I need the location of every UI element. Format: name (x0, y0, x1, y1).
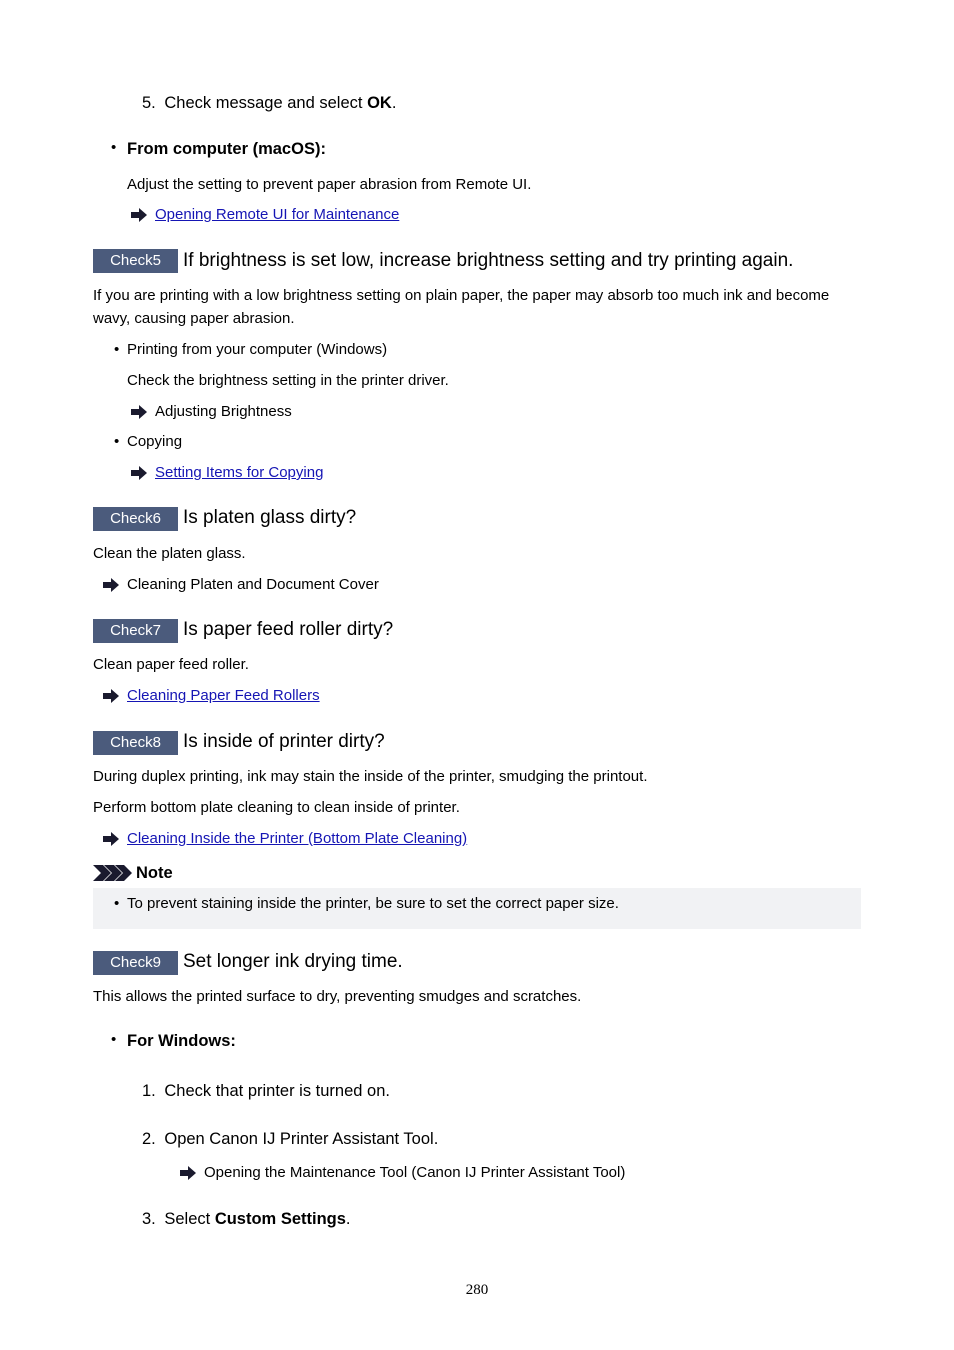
check8-badge: Check8 (93, 731, 178, 755)
bullet: • (114, 895, 120, 912)
check7-title: Is paper feed roller dirty? (183, 619, 394, 640)
remote-ui-link[interactable]: Opening Remote UI for Maintenance (155, 206, 400, 223)
bullet: • (111, 1031, 117, 1048)
note-chevrons-icon (93, 865, 133, 881)
arrow-right-icon (131, 208, 147, 222)
check5-item1-desc: Check the brightness setting in the printer driver. (127, 372, 449, 389)
check6-title: Is platen glass dirty? (183, 507, 357, 528)
step-text: Check message and select (164, 94, 368, 112)
arrow-right-icon (103, 689, 119, 703)
step-number: 2. (142, 1130, 156, 1148)
check9-badge: Check9 (93, 951, 178, 975)
setting-items-copying-link[interactable]: Setting Items for Copying (155, 464, 324, 481)
step-text: Open Canon IJ Printer Assistant Tool. (164, 1130, 439, 1148)
arrow-right-icon (103, 832, 119, 846)
check5-para-line1: If you are printing with a low brightness setting on plain paper, the paper may absorb too much ink and become (93, 287, 830, 304)
cleaning-feed-rollers-link[interactable]: Cleaning Paper Feed Rollers (127, 687, 320, 704)
check5-badge: Check5 (93, 249, 178, 273)
note-text: To prevent staining inside the printer, be sure to set the correct paper size. (127, 895, 619, 912)
step-3 (142, 1209, 351, 1229)
ok-label: OK (367, 94, 392, 112)
check5-title: If brightness is set low, increase brightness setting and try printing again. (183, 250, 794, 271)
check9-title: Set longer ink drying time. (183, 951, 403, 972)
check5-para-line2: wavy, causing paper abrasion. (93, 310, 295, 327)
cleaning-platen-ref: Cleaning Platen and Document Cover (127, 576, 379, 593)
macos-desc: Adjust the setting to prevent paper abrasion from Remote UI. (127, 176, 532, 193)
note-label: Note (136, 864, 173, 882)
step-end: . (391, 94, 397, 112)
step-5 (142, 93, 396, 113)
page-number: 280 (465, 1282, 489, 1298)
check7-desc: Clean paper feed roller. (93, 656, 249, 673)
maintenance-tool-ref: Opening the Maintenance Tool (Canon IJ Printer Assistant Tool) (204, 1164, 626, 1181)
check8-desc2: Perform bottom plate cleaning to clean inside of printer. (93, 799, 460, 816)
step-1 (142, 1081, 390, 1101)
check7-badge: Check7 (93, 619, 178, 643)
check5-item1: Printing from your computer (Windows) (127, 341, 388, 358)
check8-title: Is inside of printer dirty? (183, 731, 385, 752)
bullet: • (114, 433, 120, 450)
custom-settings-label: Custom Settings (214, 1210, 346, 1228)
check9-desc: This allows the printed surface to dry, preventing smudges and scratches. (93, 988, 582, 1005)
step-end: . (345, 1210, 351, 1228)
check5-item2: Copying (127, 433, 183, 450)
step-number: 3. (142, 1210, 156, 1228)
arrow-right-icon (180, 1166, 196, 1180)
windows-heading: For Windows: (127, 1032, 236, 1050)
bullet: • (114, 341, 120, 358)
bullet: • (111, 139, 117, 156)
cleaning-inside-printer-link[interactable]: Cleaning Inside the Printer (Bottom Plate Cleaning) (127, 830, 468, 847)
step-text: Select (164, 1210, 215, 1228)
check6-badge: Check6 (93, 507, 178, 531)
check8-desc1: During duplex printing, ink may stain the inside of the printer, smudging the printout. (93, 768, 648, 785)
macos-heading: From computer (macOS): (127, 140, 326, 158)
step-text: Check that printer is turned on. (164, 1082, 390, 1100)
step-number: 5. (142, 94, 156, 112)
adjusting-brightness-ref: Adjusting Brightness (155, 403, 292, 420)
step-2 (142, 1129, 438, 1149)
arrow-right-icon (103, 578, 119, 592)
arrow-right-icon (131, 405, 147, 419)
step-number: 1. (142, 1082, 156, 1100)
arrow-right-icon (131, 466, 147, 480)
check6-desc: Clean the platen glass. (93, 545, 246, 562)
